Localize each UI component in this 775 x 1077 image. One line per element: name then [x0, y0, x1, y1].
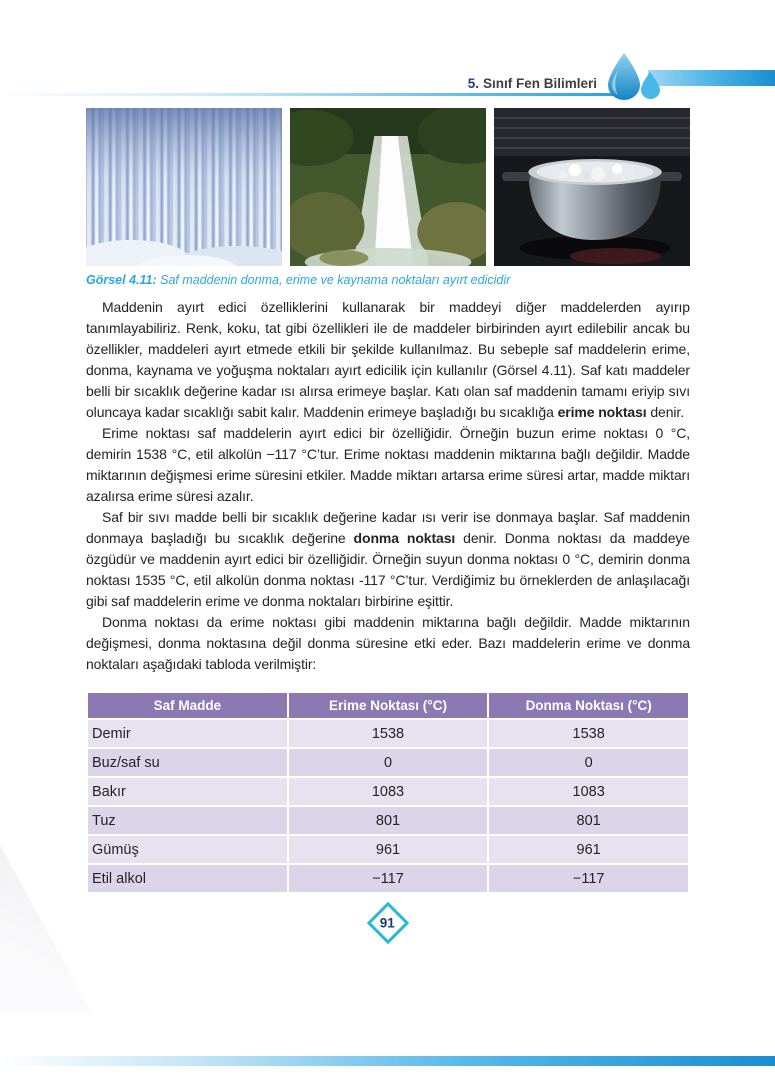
figure-caption	[86, 273, 690, 287]
cell-melting-point: 1083	[289, 778, 488, 805]
table-header-substance: Saf Madde	[88, 693, 287, 718]
paragraph-1	[86, 297, 690, 423]
cell-melting-point: 801	[289, 807, 488, 834]
paragraph-3	[86, 507, 690, 612]
figure-caption-label: Görsel 4.11:	[86, 273, 157, 287]
paragraph-1-text: Maddenin ayırt edici özelliklerini kullanarak bir maddeyi diğer maddelerden ayırıp tanımlayabiliriz. Renk, koku, tat gibi özellikleri ile de maddeler birbirinden ayırt edilebilir ancak bu özellikler, maddeleri ayırt etmede etkili bir şekilde kullanılmaz. Bu sebeple saf maddelerin erime, donma, kaynama ve yoğuşma noktaları ayırt edicilik için kullanılır (Görsel 4.11). Saf katı maddeler belli bir sıcaklık değerine kadar ısı alırsa erimeye başlar. Katı olan saf maddenin tamamı eriyip sıvı oluncaya kadar sıcaklığı sabit kalır. Maddenin erimeye başladığı bu sıcaklığa	[86, 299, 690, 420]
cell-melting-point: −117	[289, 865, 488, 892]
cell-freezing-point: −117	[489, 865, 688, 892]
cell-substance: Gümüş	[88, 836, 287, 863]
paragraph-1-text-end: denir.	[646, 404, 684, 420]
cell-substance: Bakır	[88, 778, 287, 805]
table-header-row	[88, 693, 688, 718]
corner-swoosh-decoration	[0, 845, 92, 1013]
cell-freezing-point: 0	[489, 749, 688, 776]
footer-bar	[0, 1056, 775, 1066]
page-number: 91	[380, 915, 396, 931]
page-number-badge	[367, 902, 409, 944]
water-drop-icon	[600, 52, 664, 102]
waterfall-photo	[290, 108, 486, 266]
cell-substance: Demir	[88, 720, 287, 747]
cell-melting-point: 0	[289, 749, 488, 776]
table-row	[88, 778, 688, 805]
figure-caption-text: Saf maddenin donma, erime ve kaynama noktaları ayırt edicidir	[156, 273, 511, 287]
paragraph-1-bold-term: erime noktası	[557, 404, 647, 420]
paragraph-3-text-end: denir. Donma noktası da maddeye özgüdür ve maddenin ayırt edici bir özelliğidir. Örneğin suyun donma noktası 0 °C, demirin donma noktası 1535 °C, etil alkolün donma noktası -117 °C’tur. Verdiğimiz bu örneklerden de anlaşılacağı gibi saf maddelerin erime ve donma noktaları birbirine eşittir.	[86, 530, 690, 609]
course-title: Sınıf Fen Bilimleri	[482, 76, 597, 91]
boiling-pot-photo	[494, 108, 690, 266]
table-row	[88, 807, 688, 834]
grade-number: 5.	[467, 76, 479, 91]
cell-freezing-point: 961	[489, 836, 688, 863]
cell-substance: Buz/saf su	[88, 749, 287, 776]
paragraph-2: Erime noktası saf maddelerin ayırt edici bir özelliğidir. Örneğin buzun erime noktası 0 °C, demirin 1538 °C, etil alkolün −117 °C’tur. Erime noktası maddenin miktarına bağlı değildir. Madde miktarının değişmesi erime süresini etkiler. Madde miktarı artarsa erime süresi artar, madde miktarı azalırsa erime süresi azalır.	[86, 425, 690, 504]
table-header-freezing-point: Donma Noktası (°C)	[489, 693, 688, 718]
header-bar	[648, 70, 775, 86]
frozen-waterfall-photo	[86, 108, 282, 266]
table-row	[88, 720, 688, 747]
table-row	[88, 749, 688, 776]
page-number-container	[86, 908, 690, 938]
table-row	[88, 865, 688, 892]
paragraph-3-bold-term: donma noktası	[353, 530, 456, 546]
cell-substance: Etil alkol	[88, 865, 287, 892]
page-header-title	[468, 76, 597, 91]
paragraph-3-text: Saf bir sıvı madde belli bir sıcaklık değerine kadar ısı verir ise donmaya başlar. Saf maddenin donmaya başladığı bu sıcaklık değerine	[86, 509, 690, 546]
figure-images	[86, 108, 690, 266]
cell-substance: Tuz	[88, 807, 287, 834]
paragraph-4: Donma noktası da erime noktası gibi maddenin miktarına bağlı değildir. Madde miktarının değişmesi, donma noktasına değil donma süresine etki eder. Bazı maddelerin erime ve donma noktaları aşağıdaki tabloda verilmiştir:	[86, 614, 690, 672]
cell-freezing-point: 1538	[489, 720, 688, 747]
table-row	[88, 836, 688, 863]
cell-melting-point: 961	[289, 836, 488, 863]
cell-melting-point: 1538	[289, 720, 488, 747]
melting-freezing-points-table	[86, 691, 690, 894]
cell-freezing-point: 1083	[489, 778, 688, 805]
table-header-melting-point: Erime Noktası (°C)	[289, 693, 488, 718]
header-rule	[0, 93, 614, 96]
content-column	[86, 108, 690, 938]
cell-freezing-point: 801	[489, 807, 688, 834]
body-text	[86, 297, 690, 675]
